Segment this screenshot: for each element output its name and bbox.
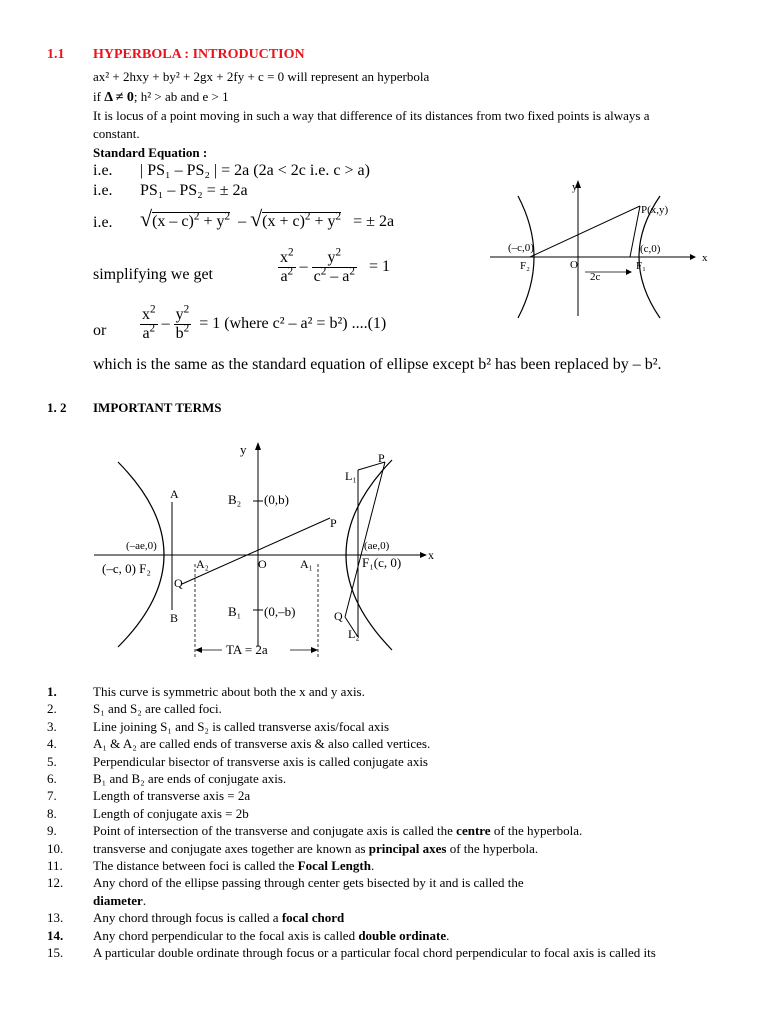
fig2-o-label: O xyxy=(258,557,267,571)
list-item-text: Length of conjugate axis = 2b xyxy=(93,805,249,821)
list-item-text: A particular double ordinate through focus or a particular focal chord perpendicular to focal axis is called its xyxy=(93,945,656,960)
condition-if: if xyxy=(93,89,101,104)
list-item-number: 6. xyxy=(47,771,57,786)
fig2-x-arrow xyxy=(420,552,427,558)
list-item-number: 9. xyxy=(47,823,57,839)
equation-simplified-rhs: = 1 xyxy=(369,258,391,276)
section-number: 1.1 xyxy=(47,47,65,62)
fig1-o-label: O xyxy=(570,259,578,271)
fig2-focal-chord xyxy=(182,518,330,584)
fig1-x-label: x xyxy=(702,252,708,264)
section2-number: 1. 2 xyxy=(47,400,67,415)
fig2-p-top-label: P xyxy=(378,451,385,465)
fig1-x-arrow xyxy=(690,254,696,260)
list-item-text: Any chord through focus is called a focal chord xyxy=(93,910,345,926)
fig1-f1-label: F₁ xyxy=(636,260,646,272)
ie-label-2: i.e. xyxy=(93,182,113,199)
equation-simplified: $\frac{x^2}{a^2}$ – $\frac{y^2}{c^2 - a^2}$ = 1 xyxy=(280,246,391,285)
fig2-p-mid-label: P xyxy=(330,516,337,530)
fig2-a1-label: A₁ xyxy=(300,557,313,571)
fig2-ae-pos: (ae,0) xyxy=(364,540,390,552)
list-item-number: 1. xyxy=(47,684,57,699)
list-item-text: Any chord perpendicular to the focal axis is called double ordinate. xyxy=(93,927,450,943)
fig1-f1-coord: (c,0) xyxy=(640,243,661,255)
list-item-number: 14. xyxy=(47,927,64,943)
fig2-ae-neg: (–ae,0) xyxy=(126,540,157,552)
condition-delta: Δ ≠ 0 xyxy=(104,90,134,105)
hyperbola-figure-small xyxy=(480,176,740,326)
fig2-a2-label: A₂ xyxy=(196,557,209,571)
fig2-b-label: B xyxy=(170,611,179,625)
list-item-text: This curve is symmetric about both the x and y axis. xyxy=(93,684,365,699)
list-item-text: Line joining S₁ and S₂ is called transverse axis/focal axis xyxy=(93,718,390,734)
ie-label-3: i.e. xyxy=(93,214,113,231)
ie-label-1: i.e. xyxy=(93,162,113,179)
fig2-q-left-label: Q xyxy=(174,576,183,590)
general-equation: ax² + 2hxy + by² + 2gx + 2fy + c = 0 will represent an hyperbola xyxy=(93,69,430,84)
list-item-text: transverse and conjugate axes together are known as principal axes of the hyperbola. xyxy=(93,840,539,856)
locus-definition: It is locus of a point moving in such a way that difference of its distances from two fixed points is always a xyxy=(93,108,650,123)
list-item-number: 13. xyxy=(47,910,64,926)
condition-line xyxy=(93,89,229,106)
fig1-p-label: P(x,y) xyxy=(641,204,669,216)
fig1-dist-label: 2c xyxy=(590,271,601,283)
list-item-text: S₁ and S₂ are called foci. xyxy=(93,701,222,717)
fig1-dist-arrow xyxy=(626,269,632,275)
fig1-y-label: y xyxy=(572,181,578,193)
list-item-text: A₁ & A₂ are called ends of transverse axis & also called vertices. xyxy=(93,736,431,752)
fig2-x-label: x xyxy=(428,548,434,562)
equation-standard: $\frac{x^2}{a^2}$ – $\frac{y^2}{b^2}$ = 1 (where c² – a² = b²) ....(1) xyxy=(142,303,387,342)
section-title: HYPERBOLA : INTRODUCTION xyxy=(93,47,305,62)
fig2-f1-label: F₁(c, 0) xyxy=(362,555,402,570)
list-item-text: Length of transverse axis = 2a xyxy=(93,788,251,804)
hyperbola-figure-terms xyxy=(90,432,450,672)
fig2-l1-label: L₁ xyxy=(345,469,357,483)
section2-title: IMPORTANT TERMS xyxy=(93,400,222,415)
fig2-b2-label: B₂ xyxy=(228,492,242,507)
fig2-a-label: A xyxy=(170,487,179,501)
fig2-y-label: y xyxy=(240,442,247,457)
fig1-line-pf2 xyxy=(530,206,640,257)
condition-rest: ; h² > ab and e > 1 xyxy=(133,89,229,104)
fig2-b1-label: B₁ xyxy=(228,604,242,619)
list-item-text: The distance between foci is called the Focal Length. xyxy=(93,858,375,873)
equation-difference: PS₁ – PS₂ = ± 2a xyxy=(140,182,248,199)
conclusion-text: which is the same as the standard equation of ellipse except b² has been replaced by – b². xyxy=(93,356,662,373)
equation-standard-where: = 1 (where c² – a² = b²) ....(1) xyxy=(199,315,387,333)
list-item-number: 5. xyxy=(47,753,57,769)
list-item-number: 3. xyxy=(47,718,57,734)
fig1-line-pf1 xyxy=(630,206,640,257)
equation-radicals-rhs: = ± 2a xyxy=(353,213,395,230)
fig2-ta-label: TA = 2a xyxy=(226,642,268,657)
fig2-y-arrow xyxy=(255,442,261,450)
list-item-number: 2. xyxy=(47,701,57,717)
simplifying-label: simplifying we get xyxy=(93,266,213,283)
fig2-b2-coord: (0,b) xyxy=(264,492,289,507)
fig2-ta-arrow-left xyxy=(195,647,202,653)
list-item-number: 4. xyxy=(47,736,57,752)
list-item-number: 12. xyxy=(47,875,64,891)
fig2-f2-label: (–c, 0) F₂ xyxy=(102,561,151,576)
equation-radicals: $√(x - c)^2 + y^2 - √(x + c)^2 + y^2$ = ± 2a xyxy=(140,206,395,231)
list-item-text: B₁ and B₂ are ends of conjugate axis. xyxy=(93,771,287,786)
fig2-l2-label: L₂ xyxy=(348,627,360,641)
list-item-text: Perpendicular bisector of transverse axis is called conjugate axis xyxy=(93,753,428,769)
fig2-q-right-label: Q xyxy=(334,609,343,623)
standard-equation-heading: Standard Equation : xyxy=(93,145,208,160)
fig1-f2-coord: (–c,0) xyxy=(508,242,534,254)
equation-abs-difference: | PS₁ – PS₂ | = 2a (2a < 2c i.e. c > a) xyxy=(140,162,370,179)
list-item-number: 10. xyxy=(47,840,64,856)
or-label: or xyxy=(93,322,107,339)
list-item-number: 7. xyxy=(47,788,57,804)
list-item-number: 15. xyxy=(47,945,64,960)
fig2-b1-coord: (0,–b) xyxy=(264,604,296,619)
list-item-number: 11. xyxy=(47,858,63,873)
fig2-ta-arrow-right xyxy=(311,647,318,653)
locus-definition-cont: constant. xyxy=(93,126,140,141)
list-item-text: Any chord of the ellipse passing through center gets bisected by it and is called the xyxy=(93,875,524,891)
list-item-text: Point of intersection of the transverse and conjugate axis is called the centre of the hyperbola. xyxy=(93,823,583,839)
list-item-number: 8. xyxy=(47,805,57,821)
fig1-f2-label: F₂ xyxy=(520,260,530,272)
